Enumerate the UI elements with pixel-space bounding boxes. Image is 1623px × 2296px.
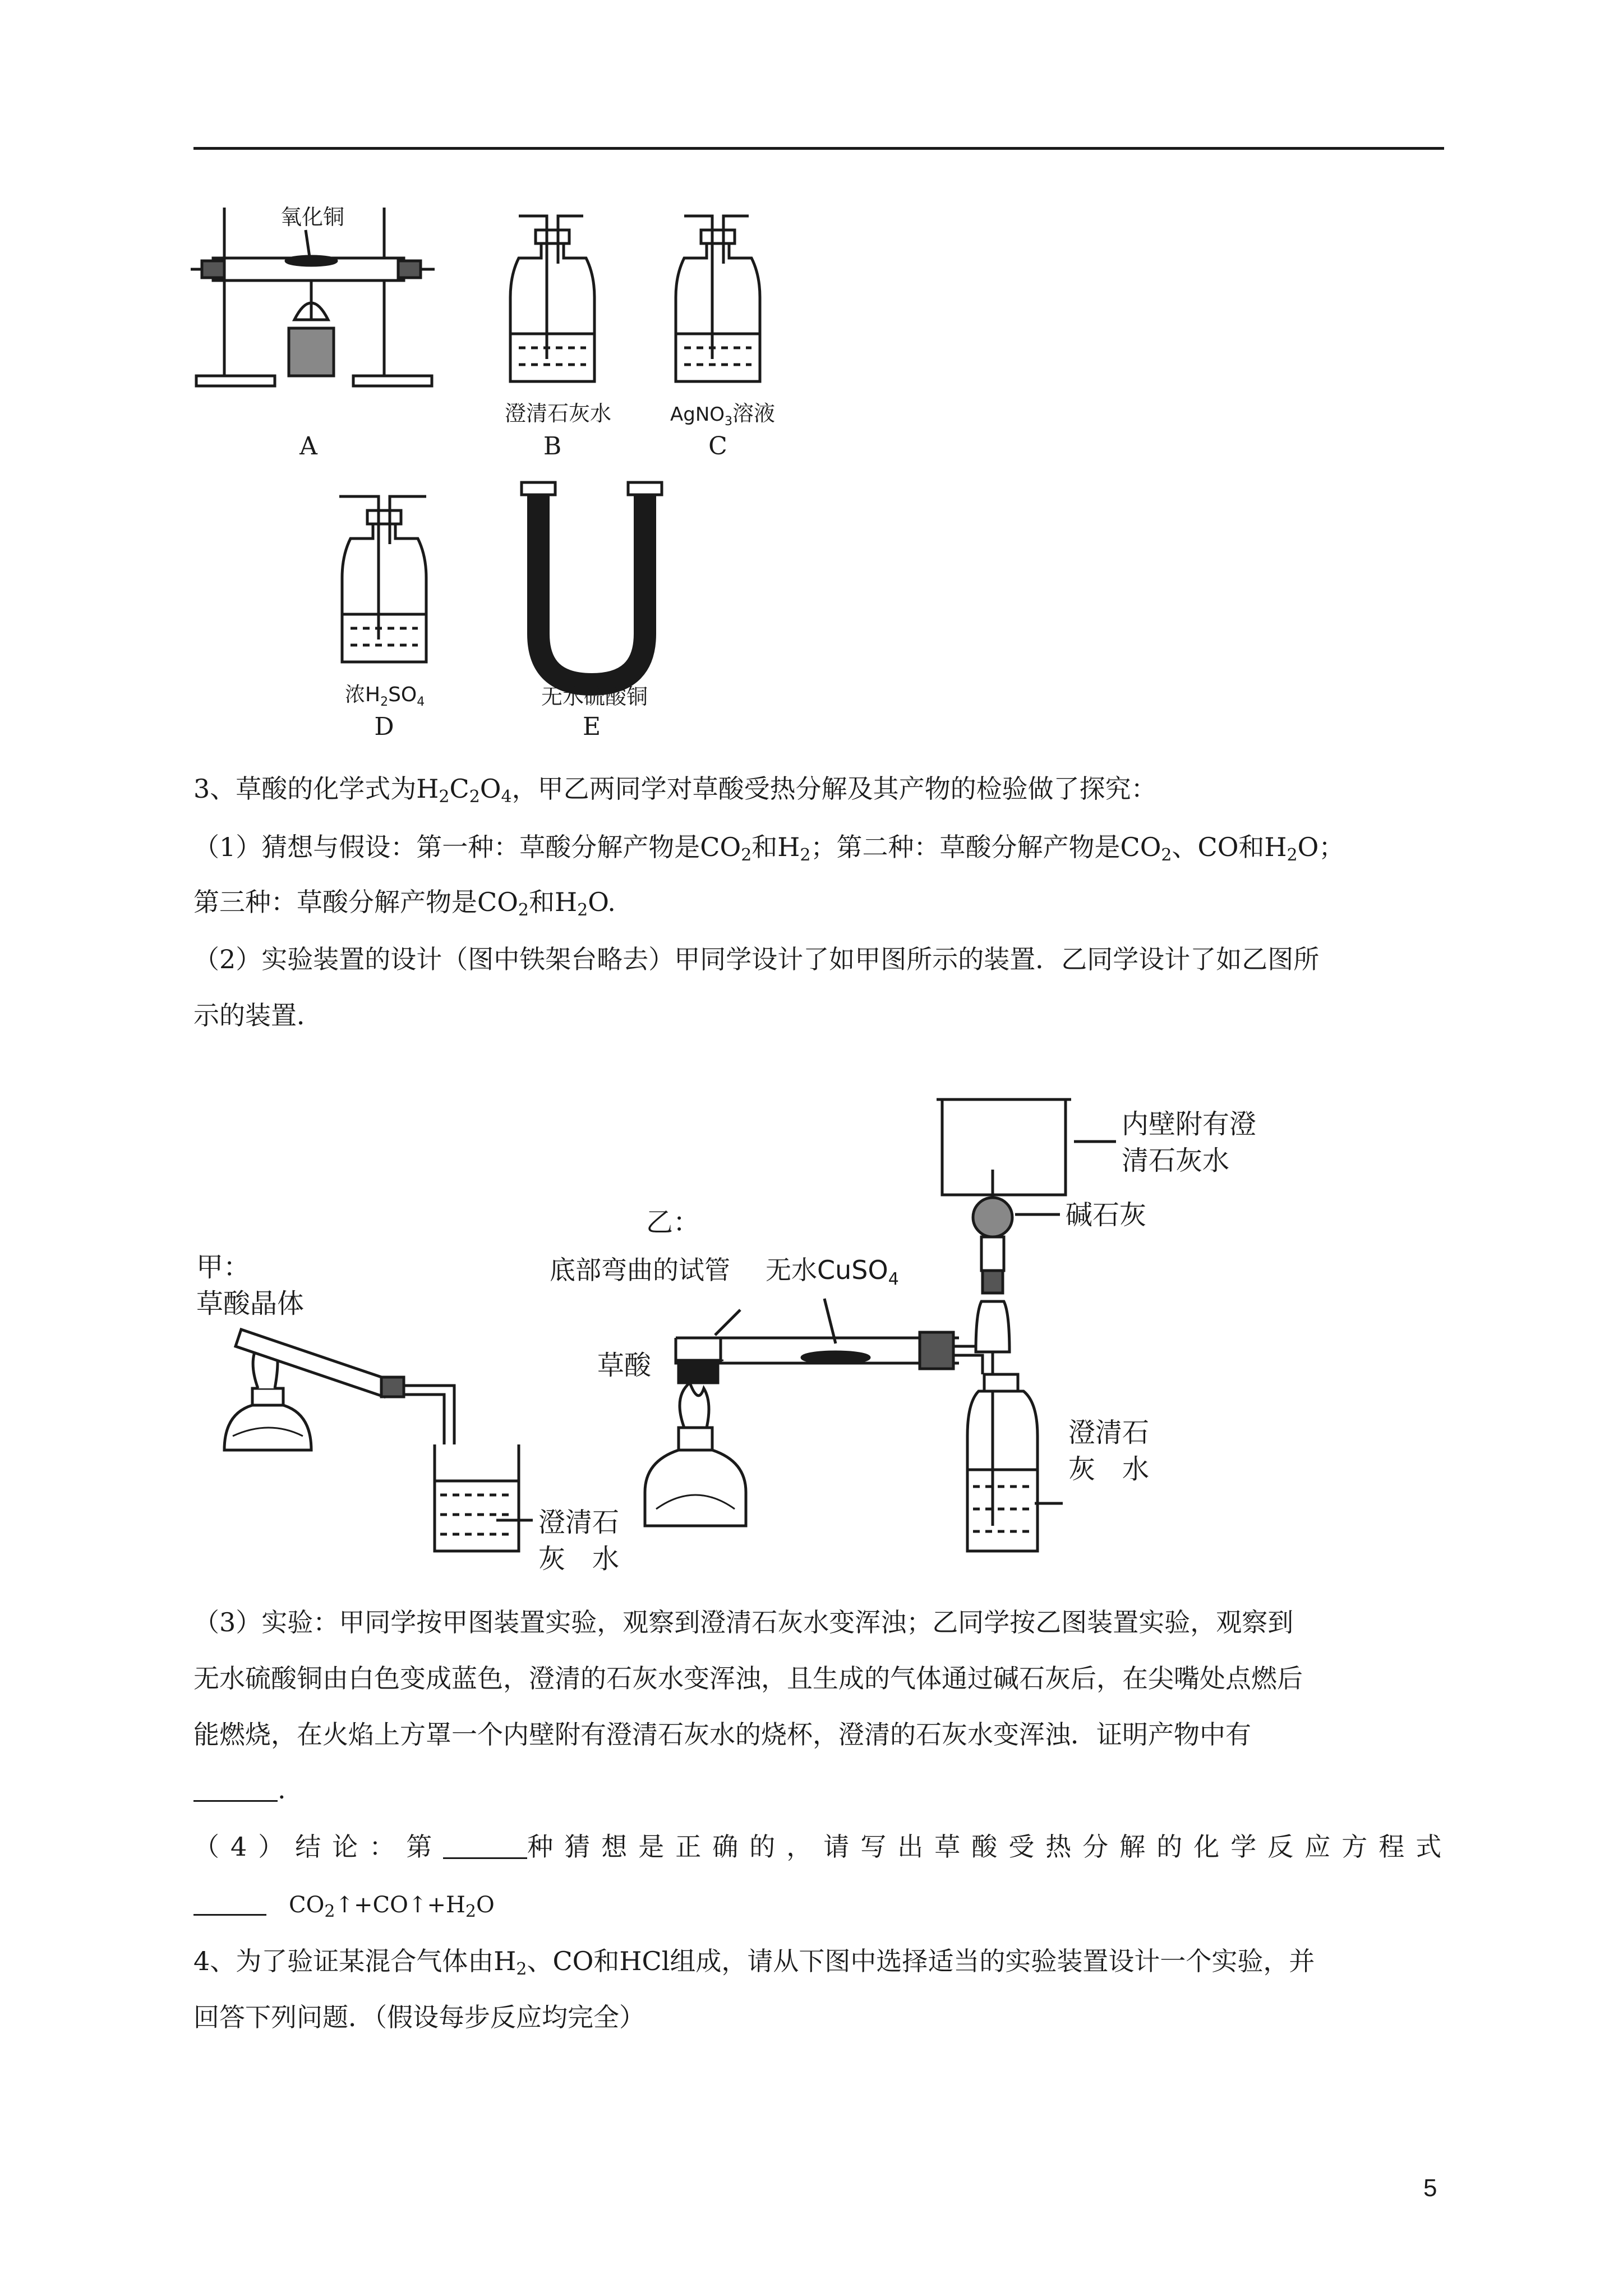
apparatus-figure-mid xyxy=(191,1077,1312,1576)
label-soda-lime: 碱石灰 xyxy=(1066,1199,1147,1231)
q4-line2: 回答下列问题．（假设每步反应均完全） xyxy=(193,2002,645,2032)
label-yi-title: 乙： xyxy=(646,1207,700,1238)
q4-line1: 4、为了验证某混合气体由$H_2$、CO和HCl组成，请从下图中选择适当的实验装置设计一个实验，并 xyxy=(193,1946,1315,1979)
label-c-agno3: AgNO$_3$溶液 xyxy=(670,401,776,429)
label-d-h2so4: 浓$H_2SO_4$ xyxy=(345,683,425,709)
q3-part3-line4: . xyxy=(193,1773,1444,1806)
label-e-cuso4: 无水硫酸铜 xyxy=(541,684,648,709)
label-jia-limewater-1: 澄清石 xyxy=(538,1507,620,1538)
label-beaker-2: 清石灰水 xyxy=(1122,1145,1230,1176)
apparatus-figure-top xyxy=(191,191,841,752)
q3-part3-line2: 无水硫酸铜由白色变成蓝色，澄清的石灰水变浑浊，且生成的气体通过碱石灰后，在尖嘴处点燃后 xyxy=(193,1663,1303,1694)
label-yi-limewater-1: 澄清石 xyxy=(1068,1417,1150,1448)
answer-blank-hypothesis[interactable] xyxy=(443,1835,527,1859)
letter-d: D xyxy=(374,712,394,741)
label-jia-title: 甲： xyxy=(196,1251,251,1283)
apparatus-b-bottle xyxy=(510,216,594,381)
q3-part1-line2: 第三种：草酸分解产物是$CO_2$和$H_2O$. xyxy=(193,887,616,920)
apparatus-e-u-tube xyxy=(522,482,662,684)
label-oxalic-crystal: 草酸晶体 xyxy=(196,1288,305,1319)
letter-c: C xyxy=(708,432,727,461)
label-jia-limewater-2: 灰 水 xyxy=(538,1543,620,1575)
page-number: 5 xyxy=(1423,2174,1437,2202)
q3-intro: 3、草酸的化学式为$H_2C_2O_4$，甲乙两同学对草酸受热分解及其产物的检验做了探究： xyxy=(193,774,1157,807)
answer-blank-products[interactable] xyxy=(193,1778,278,1802)
header-rule xyxy=(193,147,1444,150)
apparatus-c-bottle xyxy=(676,216,760,381)
label-anhydrous-cuso4: 无水CuSO$_4$ xyxy=(766,1255,899,1289)
label-oxalic-acid: 草酸 xyxy=(597,1350,652,1381)
q3-part3-line1: （3）实验：甲同学按甲图装置实验，观察到澄清石灰水变浑浊；乙同学按乙图装置实验，观察到 xyxy=(193,1607,1294,1637)
apparatus-a-heated-tube xyxy=(191,208,435,386)
label-bent-tube: 底部弯曲的试管 xyxy=(550,1255,730,1285)
q3-part4-line1: （4）结论：第 种猜想是正确的，请写出草酸受热分解的化学反应方程式 xyxy=(193,1832,1453,1862)
jia-apparatus xyxy=(224,1329,519,1551)
letter-e: E xyxy=(582,712,601,741)
label-copper-oxide: 氧化铜 xyxy=(280,205,345,229)
q3-part2-line2: 示的装置． xyxy=(193,1000,322,1030)
label-beaker-1: 内壁附有澄 xyxy=(1122,1108,1257,1140)
letter-b: B xyxy=(543,432,562,461)
letter-a: A xyxy=(299,432,317,461)
q3-part3-line3: 能燃烧，在火焰上方罩一个内壁附有澄清石灰水的烧杯，澄清的石灰水变浑浊．证明产物中有 xyxy=(193,1719,1251,1750)
yi-apparatus xyxy=(645,1099,1071,1551)
q3-part1-line1: （1）猜想与假设：第一种：草酸分解产物是$CO_2$和$H_2$；第二种：草酸分解产物是$CO_2$、CO和$H_2O$； xyxy=(193,832,1345,865)
apparatus-d-bottle xyxy=(339,496,426,662)
q3-part2-line1: （2）实验装置的设计（图中铁架台略去）甲同学设计了如甲图所示的装置．乙同学设计了如乙图所 xyxy=(193,944,1320,974)
label-yi-limewater-2: 灰 水 xyxy=(1068,1453,1150,1485)
answer-blank-equation[interactable] xyxy=(193,1892,266,1916)
q3-part4-line2: $CO_2↑+CO↑+H_2O$ xyxy=(193,1888,1444,1922)
label-b-limewater: 澄清石灰水 xyxy=(505,401,612,426)
